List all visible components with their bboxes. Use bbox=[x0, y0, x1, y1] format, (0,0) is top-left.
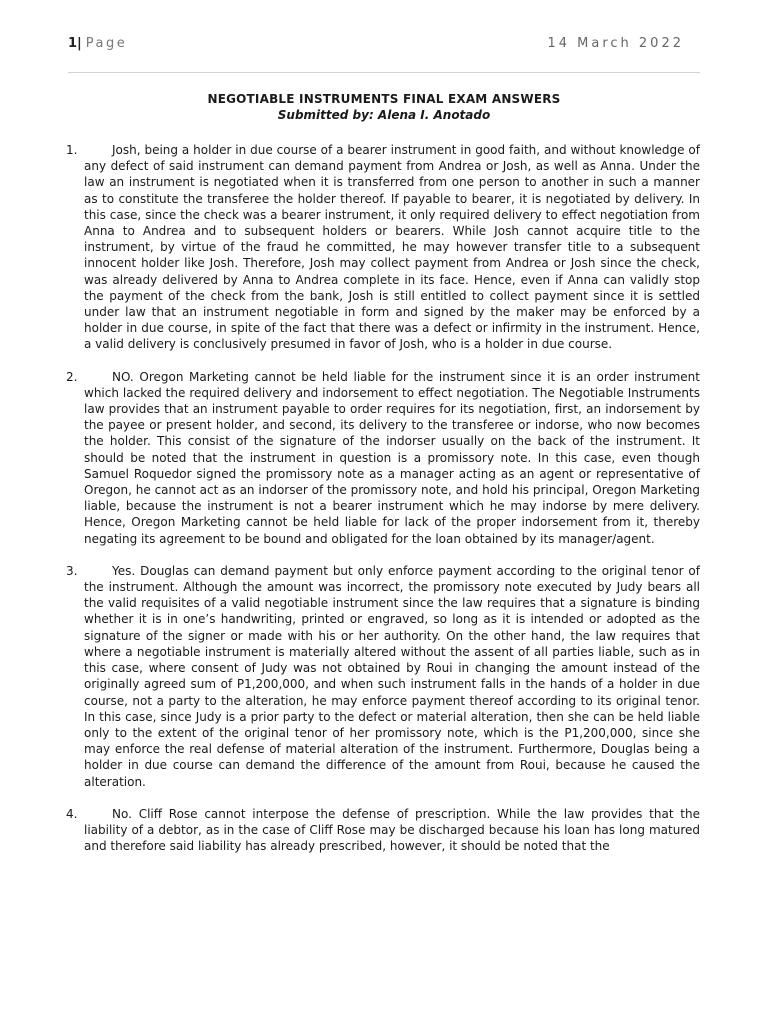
page-number: 1 bbox=[68, 36, 78, 51]
page-label: Page bbox=[85, 36, 128, 51]
answer-item-4 bbox=[68, 806, 700, 855]
answer-item-3 bbox=[68, 563, 700, 790]
document-subtitle: Submitted by: Alena I. Anotado bbox=[277, 108, 491, 122]
answer-text: Yes. Douglas can demand payment but only enforce payment according to the original tenor of the instrument. Although the amount was incorrect, the promissory note executed by Judy bears all the valid requisites of a valid negotiable instrument since the law requires that a signature is binding whether it is in one’s handwriting, printed or engraved, so long as it is intended or adopted as the signature of the signer or made with his or her authority. On the other hand, the law requires that where a negotiable instrument is materially altered without the assent of all parties liable, such as in this case, where consent of Judy was not obtained by Roui in changing the amount instead of the originally agreed sum of P1,200,000, and when such instrument falls in the hands of a holder in due course, not a party to the alteration, he may enforce payment thereof according to its original tenor. In this case, since Judy is a prior party to the defect or material alteration, then she can be held liable only to the extent of the original tenor of her promissory note, which is the P1,200,000, since she may enforce the real defense of material alteration of the instrument. Furthermore, Douglas being a holder in due course can demand the difference of the amount from Roui, because he caused the alteration. bbox=[84, 563, 700, 789]
header-divider bbox=[68, 72, 700, 73]
answer-text: No. Cliff Rose cannot interpose the defense of prescription. While the law provides that the liability of a debtor, as in the case of Cliff Rose may be discharged because his loan has long matured and therefore said liability has already prescribed, however, it should be noted that the bbox=[84, 806, 700, 854]
answers-list bbox=[68, 142, 700, 870]
answer-text: NO. Oregon Marketing cannot be held liable for the instrument since it is an order instrument which lacked the required delivery and indorsement to effect negotiation. The Negotiable Instruments law provides that an instrument payable to order requires for its negotiation, first, an indorsement by the payee or present holder, and second, its delivery to the transferee or indorse, who now becomes the holder. This consist of the signature of the indorser usually on the back of the instrument. It should be noted that the instrument in question is a promissory note. In this case, even though Samuel Roquedor signed the promissory note as a manager acting as an agent or representative of Oregon, he cannot act as an indorser of the promissory note, and hold his principal, Oregon Marketing liable, because the instrument is not a bearer instrument which he may indorse by mere delivery. Hence, Oregon Marketing cannot be held liable for lack of the proper indorsement from it, thereby negating its agreement to be bound and obligated for the loan obtained by its manager/agent. bbox=[84, 369, 700, 546]
page-indicator bbox=[68, 36, 127, 51]
answer-number: 1. bbox=[66, 143, 78, 157]
answer-number: 2. bbox=[66, 369, 78, 384]
answer-text: Josh, being a holder in due course of a bearer instrument in good faith, and without knowledge of any defect of said instrument can demand payment from Andrea or Josh, as well as Anna. Under the law an instrument is negotiated when it is transferred from one person to another in such a manner as to constitute the transferee the holder thereof. If payable to bearer, it is negotiated by delivery. In this case, since the check was a bearer instrument, it only required delivery to effect negotiation from Anna to Andrea and to subsequent holders or bearers. While Josh cannot acquire title to the instrument, by virtue of the fraud he committed, he may however transfer title to a subsequent innocent holder like Josh. Therefore, Josh may collect payment from Andrea or Josh since the check, was already delivered by Anna to Andrea complete in its face. Hence, even if Anna can validly stop the payment of the check from the bank, Josh is still entitled to collect payment since it is settled under law that an instrument negotiable in form and signed by the maker may be enforced by a holder in due course, in spite of the fact that there was a defect or infirmity in the instrument. Hence, a valid delivery is conclusively presumed in favor of Josh, who is a holder in due course. bbox=[84, 143, 700, 352]
answer-item-1 bbox=[68, 142, 700, 353]
answer-item-2 bbox=[68, 369, 700, 547]
answer-number: 4. bbox=[66, 806, 78, 821]
document-title: NEGOTIABLE INSTRUMENTS FINAL EXAM ANSWERS bbox=[207, 92, 561, 106]
page-separator: | bbox=[77, 36, 82, 51]
page-header bbox=[68, 36, 684, 51]
header-date: 14 March 2022 bbox=[547, 36, 684, 51]
answer-number: 3. bbox=[66, 563, 78, 578]
